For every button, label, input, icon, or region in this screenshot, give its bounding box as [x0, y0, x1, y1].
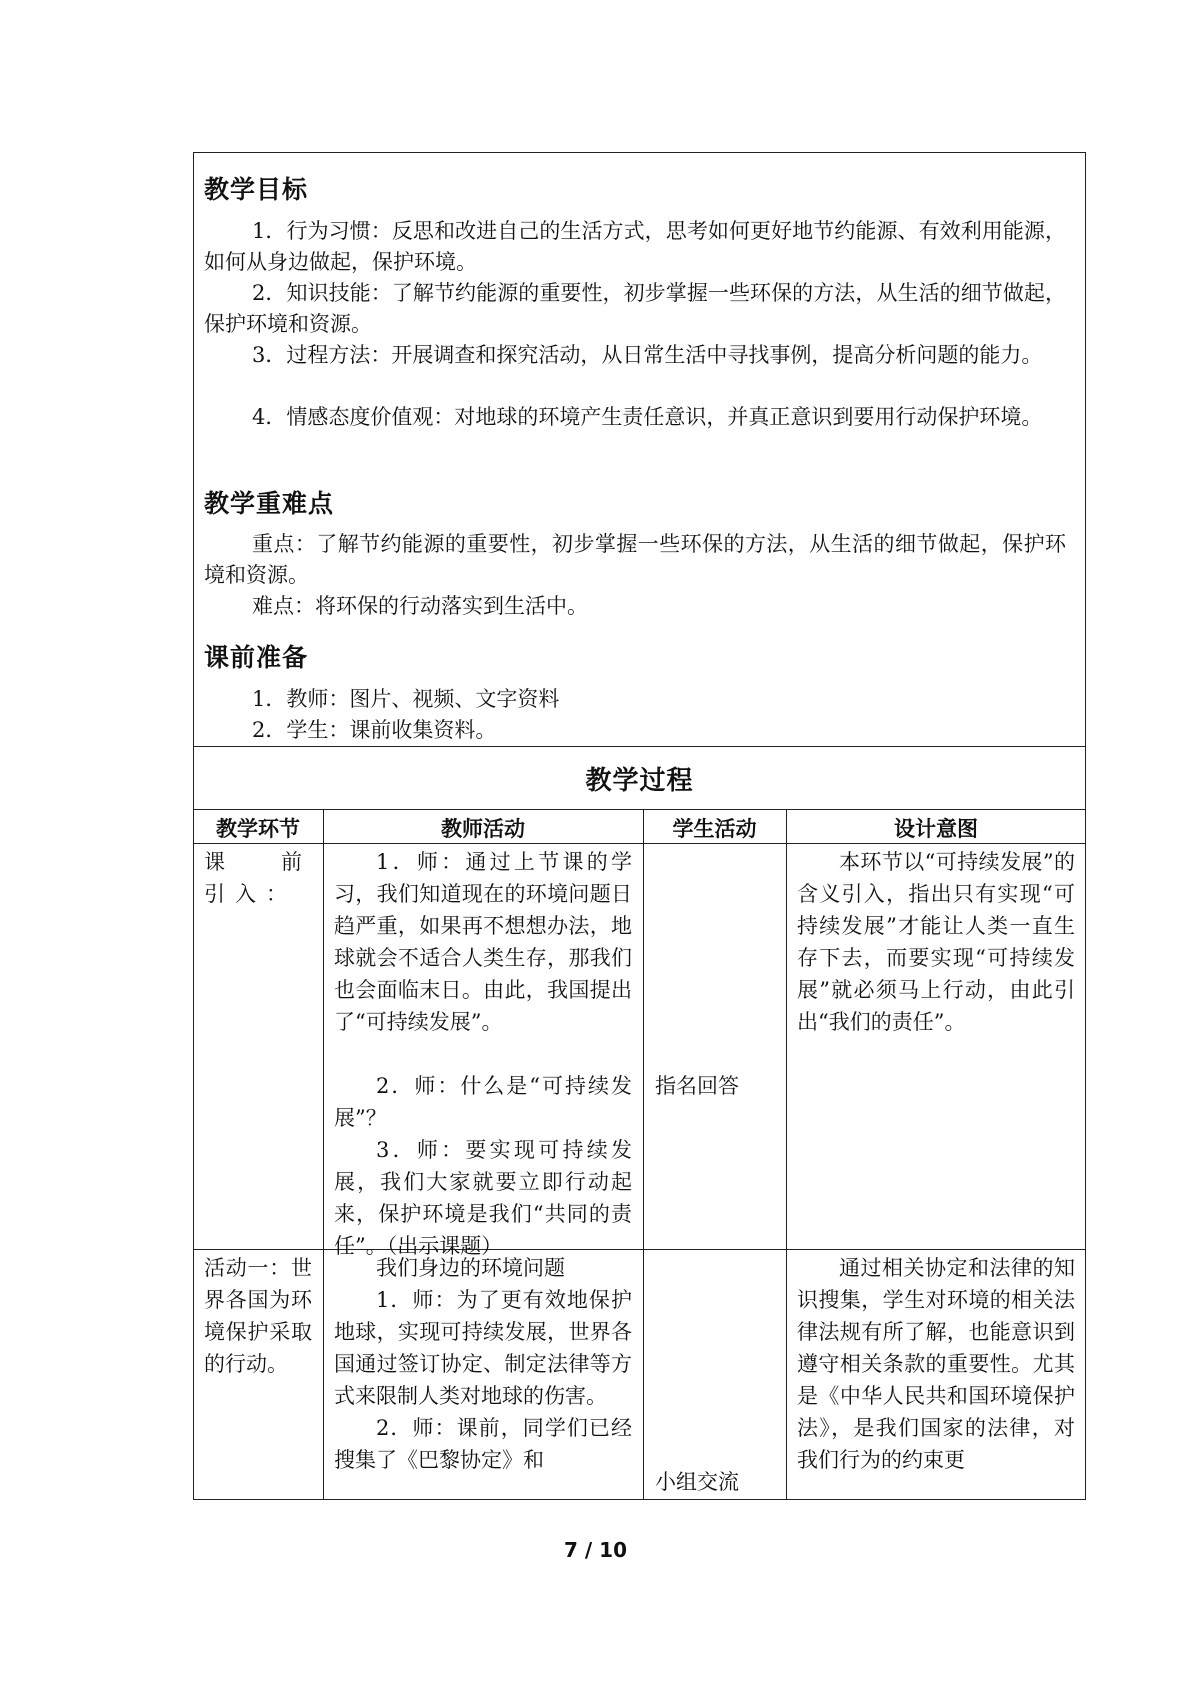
preparation-heading: 课前准备: [204, 643, 309, 672]
row-teacher-line: 我们身边的环境问题: [376, 1256, 565, 1280]
column-header-student: 学生活动: [672, 817, 757, 841]
row-teacher-line: 2．师：什么是“可持续发展”？: [334, 1074, 632, 1130]
divider-row1: [193, 1249, 1086, 1250]
preparation-item: 1．教师：图片、视频、文字资料: [252, 687, 560, 711]
page-number: 7 / 10: [564, 1538, 627, 1562]
preparation-item: 2．学生：课前收集资料。: [252, 718, 497, 742]
objectives-heading: 教学目标: [204, 175, 309, 204]
row-teacher-line: 1．师：为了更有效地保护地球，实现可持续发展，世界各国通过签订协定、制定法律等方式来限制人类对地球的伤害。: [334, 1288, 632, 1408]
row-teacher-line: 3．师：要实现可持续发展，我们大家就要立即行动起来，保护环境是我们“共同的责任”。（出示课题）: [334, 1138, 632, 1258]
row-intent: 本环节以“可持续发展”的含义引入，指出只有实现“可持续发展”才能让人类一直生存下去，而要实现“可持续发展”就必须马上行动，由此引出“我们的责任”。: [797, 850, 1075, 1034]
divider-header: [193, 809, 1086, 810]
key-point-focus: 重点：了解节约能源的重要性，初步掌握一些环保的方法，从生活的细节做起，保护环境和资源。: [204, 532, 1066, 587]
key-point-difficulty: 难点：将环保的行动落实到生活中。: [252, 594, 588, 618]
key-points-heading: 教学重难点: [204, 489, 335, 518]
row-student: 指名回答: [655, 1074, 739, 1098]
row-intent: 通过相关协定和法律的知识搜集，学生对环境的相关法律法规有所了解，也能意识到遵守相关条款的重要性。尤其是《中华人民共和国环境保护法》，是我们国家的法律，对我们行为的约束更: [797, 1256, 1075, 1472]
process-title: 教学过程: [585, 766, 694, 796]
col-divider-3: [786, 809, 787, 1500]
divider-process: [193, 746, 1086, 747]
row-stage: 课 前 引入：: [204, 850, 312, 906]
row-student: 小组交流: [655, 1470, 739, 1494]
objective-item: 2．知识技能：了解节约能源的重要性，初步掌握一些环保的方法，从生活的细节做起，保护环境和资源。: [204, 281, 1066, 336]
column-header-teacher: 教师活动: [441, 817, 525, 841]
row-teacher-line: 2．师：课前，同学们已经搜集了《巴黎协定》和: [334, 1416, 632, 1472]
col-divider-1: [323, 809, 324, 1500]
row-stage: 活动一：世界各国为环境保护采取的行动。: [204, 1256, 312, 1376]
column-header-intent: 设计意图: [894, 817, 978, 841]
column-header-stage: 教学环节: [216, 817, 300, 841]
objective-item: 1．行为习惯：反思和改进自己的生活方式，思考如何更好地节约能源、有效利用能源，如何从身边做起，保护环境。: [204, 219, 1066, 274]
objective-item: 4．情感态度价值观：对地球的环境产生责任意识，并真正意识到要用行动保护环境。: [252, 405, 1043, 429]
objective-item: 3．过程方法：开展调查和探究活动，从日常生活中寻找事例，提高分析问题的能力。: [252, 343, 1043, 367]
col-divider-2: [643, 809, 644, 1500]
row-teacher-line: 1．师：通过上节课的学习，我们知道现在的环境问题日趋严重，如果再不想想办法，地球就会不适合人类生存，那我们也会面临末日。由此，我国提出了“可持续发展”。: [334, 850, 632, 1034]
